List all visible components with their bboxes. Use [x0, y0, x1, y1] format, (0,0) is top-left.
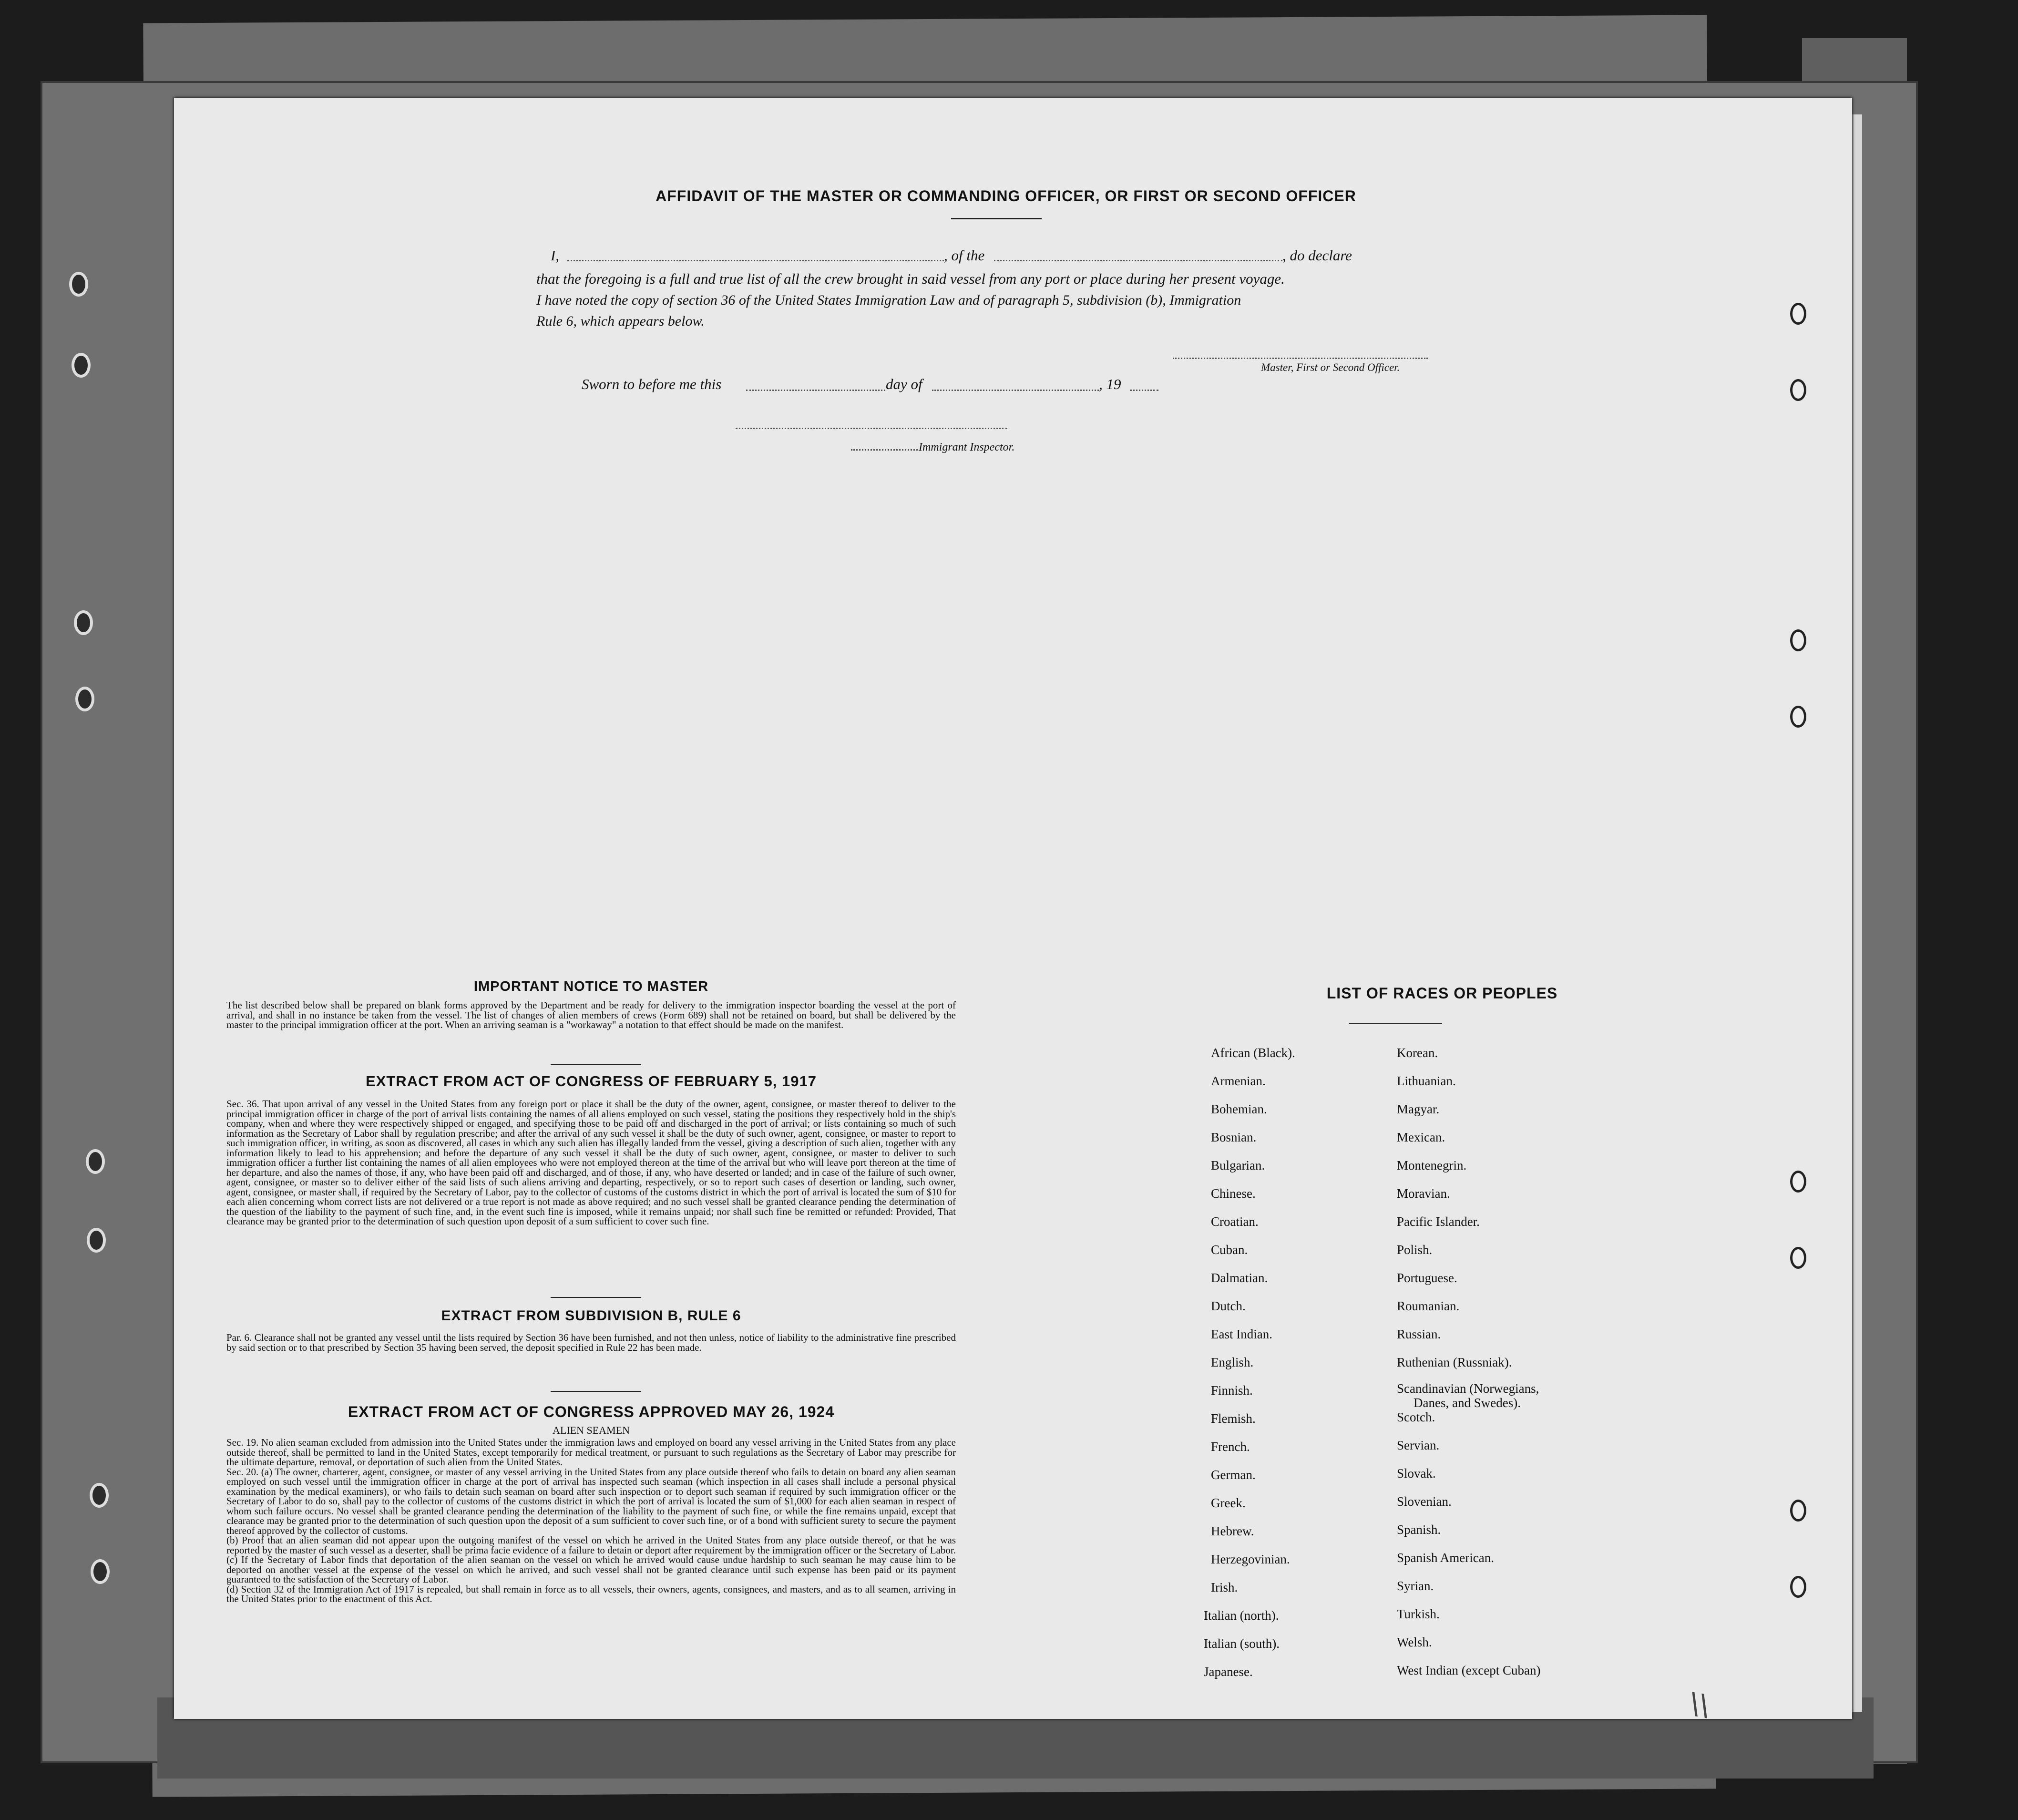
- year-blank: [1130, 390, 1158, 391]
- vessel-blank: [994, 260, 1282, 261]
- title-rule: [951, 218, 1042, 219]
- paper-edge: [1852, 114, 1862, 1712]
- sec-20c-para: (c) If the Secretary of Labor finds that deportation of the alien seaman on the vessel on which he arrived would cause undue hardship to such seaman he may cause him to be deported on another vessel at the expense of the vessel on which he arrived, and such vessel shall not be granted clearance until such expense has been paid or its payment guaranteed to the satisfaction of the Secretary of Labor.: [226, 1554, 956, 1585]
- sworn-prefix: Sworn to before me this: [582, 376, 722, 392]
- race-item: Roumanian.: [1397, 1299, 1460, 1313]
- notice-body: The list described below shall be prepared on blank forms approved by the Department and be ready for delivery to the immigration inspector boarding the vessel at the port of arrival, and shall in no instance be taken from the vessel. The list of changes of alien members of crews (Form 689) shall not be retained on board, but shall be delivered by the master to the principal immigration officer at the port. When an arriving seaman is a "workaway" a notation to that effect should be made on the manifest.: [226, 999, 956, 1030]
- section-rule: [551, 1064, 641, 1065]
- race-item-continuation: Danes, and Swedes).: [1414, 1396, 1521, 1410]
- punch-hole: [1790, 706, 1806, 728]
- sec-20a-para: Sec. 20. (a) The owner, charterer, agent, consignee, or master of any vessel arriving in the United States from any place outside thereof who fails to detain on board any alien seaman employed on such vessel until the immigration officer in charge at the port of arrival has inspected such seaman (which inspection in all cases shall include a personal physical examination by the medical examiners), or who fails to detain such seaman on board after such inspection or to deport such seaman if required by such immigration officer or the Secretary of Labor to do so, shall pay to the collector of customs of the customs district in which the port of arrival is located the sum of $1,000 for each alien seaman in respect of whom such failure occurs. No vessel shall be granted clearance pending the determination of the liability to the payment of such fine, or while the fine remains unpaid, except that clearance may be granted prior to the determination of such question upon the deposit of a sum sufficient to cover such fine, or of a bond with sufficient surety to secure the payment thereof approved by the collector of customs.: [226, 1466, 956, 1536]
- affidavit-line2: that the foregoing is a full and true list of all the crew brought in said vessel from any port or place during her present voyage.: [536, 270, 1285, 287]
- day-blank: [746, 390, 885, 391]
- notice-title: IMPORTANT NOTICE TO MASTER: [473, 979, 709, 994]
- name-blank: [567, 260, 944, 261]
- extract-1917-title: EXTRACT FROM ACT OF CONGRESS OF FEBRUARY 5, 1917: [366, 1073, 817, 1090]
- sec-20b-para: (b) Proof that an alien seaman did not appear upon the outgoing manifest of the vessel on which he arrived in the United States from any place outside thereof, or that he was reported by the master of such vessel as a deserter, shall be prima facie evidence of a failure to detain or deport after requirement by the immigration officer or the Secretary of Labor.: [226, 1534, 956, 1556]
- race-item: Ruthenian (Russniak).: [1397, 1355, 1512, 1369]
- binder-hole: [69, 272, 88, 297]
- punch-hole: [1790, 1247, 1806, 1269]
- subdivision-b-body: Par. 6. Clearance shall not be granted any vessel until the lists required by Section 36 have been furnished, and not then unless, notice of liability to the administrative fine prescribed by said section or to that prescribed by Section 35 having been served, the deposit specified in Rule 22 has been made.: [226, 1332, 956, 1353]
- extract-1917-body: Sec. 36. That upon arrival of any vessel in the United States from any foreign port or place it shall be the duty of the owner, agent, consignee, or master thereof to deliver to the principal immigration officer in charge of the port of arrival lists containing the names of all aliens employed on such vessel, stating the positions they respectively hold in the ship's company, when and where they were respectively shipped or engaged, and specifying those to be paid off and discharged in the port of arrival; or lists containing so much of such information as the Secretary of Labor shall by regulation prescribe; and after the arrival of any such vessel it shall be the duty of such owner, agent, consignee, or master to report to such immigration officer, in writing, as soon as discovered, all cases in which any such alien has illegally landed from the vessel, giving a description of such alien, together with any information likely to lead to his apprehension; and before the departure of any such vessel it shall be the duty of such owner, agent, consignee, or master to deliver to such immigration officer a further list containing the names of all alien employees who were not employed thereon at the time of the arrival but who will leave port thereon at the time of her departure, and also the names of those, if any, who have been paid off and discharged, and of those, if any, who have deserted or landed; and in case of the failure of such owner, agent, consignee, or master so to deliver either of the said lists of such aliens arriving and departing, respectively, or so to report such cases of desertion or landing, such owner, agent, consignee, or master shall, if required by the Secretary of Labor, pay to the collector of customs of the customs district in which the port of arrival is located the sum of $10 for each alien concerning whom correct lists are not delivered or a true report is not made as above required; and no such vessel shall be granted clearance pending the determination of the question of the liability to the payment of such fine, and, in the event such fine is imposed, while it remains unpaid; nor shall such fine be remitted or refunded: Provided, That clearance may be granted prior to the determination of such question upon deposit of a sum sufficient to cover such fine.: [226, 1098, 956, 1227]
- race-item: Scotch.: [1397, 1410, 1435, 1424]
- affidavit-title: AFFIDAVIT OF THE MASTER OR COMMANDING OFFICER, OR FIRST OR SECOND OFFICER: [656, 187, 1356, 205]
- affidavit-of-the: , of the: [944, 247, 985, 264]
- sworn-day-of: day of: [886, 376, 922, 392]
- race-item: Greek.: [1211, 1496, 1246, 1510]
- race-item: Portuguese.: [1397, 1271, 1457, 1285]
- binder-hole: [87, 1228, 106, 1253]
- race-item: Herzegovinian.: [1211, 1552, 1290, 1566]
- race-item: Finnish.: [1211, 1383, 1253, 1398]
- punch-hole: [1790, 1500, 1806, 1522]
- affidavit-line3: I have noted the copy of section 36 of the United States Immigration Law and of paragraph 5, subdivision (b), Immigration: [536, 292, 1241, 308]
- race-item: Russian.: [1397, 1327, 1441, 1341]
- race-item: Chinese.: [1211, 1186, 1256, 1201]
- race-item: Mexican.: [1397, 1130, 1445, 1144]
- race-item: Italian (north).: [1204, 1608, 1279, 1623]
- race-item: Syrian.: [1397, 1579, 1434, 1593]
- race-item: Lithuanian.: [1397, 1074, 1456, 1088]
- form-page: [174, 98, 1852, 1723]
- race-item: West Indian (except Cuban): [1397, 1663, 1541, 1677]
- punch-hole: [1790, 379, 1806, 401]
- race-item: Welsh.: [1397, 1635, 1432, 1649]
- race-item: German.: [1211, 1468, 1256, 1482]
- race-item: Dutch.: [1211, 1299, 1246, 1313]
- affidavit-declare: , do declare: [1282, 247, 1352, 264]
- sec-20d-para: (d) Section 32 of the Immigration Act of 1917 is repealed, but shall remain in force as to all vessels, their owners, agents, consignees, and masters, and as to all seamen, arriving in the United States prior to the enactment of this Act.: [226, 1583, 956, 1604]
- race-item: Montenegrin.: [1397, 1158, 1467, 1172]
- race-item: Moravian.: [1397, 1186, 1450, 1201]
- race-item: English.: [1211, 1355, 1254, 1369]
- extract-1924-title: EXTRACT FROM ACT OF CONGRESS APPROVED MAY 26, 1924: [348, 1403, 835, 1420]
- binder-hole: [91, 1559, 110, 1584]
- race-item: Spanish.: [1397, 1522, 1441, 1537]
- binder-hole: [75, 687, 94, 711]
- punch-hole: [1790, 1171, 1806, 1193]
- race-item: Croatian.: [1211, 1214, 1259, 1229]
- punch-hole: [1790, 1576, 1806, 1598]
- punch-hole: [1790, 303, 1806, 325]
- race-item: Bohemian.: [1211, 1102, 1267, 1116]
- signature-blank: [1173, 358, 1428, 359]
- races-title: LIST OF RACES OR PEOPLES: [1326, 985, 1558, 1002]
- race-item: Irish.: [1211, 1580, 1238, 1594]
- race-item: French.: [1211, 1440, 1250, 1454]
- race-item: African (Black).: [1211, 1046, 1295, 1060]
- binder-hole: [86, 1149, 105, 1174]
- month-blank: [932, 390, 1099, 391]
- section-rule: [551, 1297, 641, 1298]
- extract-1924-body: [226, 1438, 956, 1604]
- extract-1924-subtitle: ALIEN SEAMEN: [553, 1424, 630, 1436]
- punch-hole: [1790, 629, 1806, 651]
- binder-hole: [90, 1483, 109, 1508]
- race-item: Slovenian.: [1397, 1494, 1452, 1509]
- binder-hole: [72, 353, 91, 378]
- race-item: Spanish American.: [1397, 1551, 1494, 1565]
- race-item: Scandinavian (Norwegians,: [1397, 1381, 1539, 1396]
- sec-19-para: Sec. 19. No alien seaman excluded from admission into the United States under the immigration laws and employed on board any vessel arriving in the United States from any place outside thereof, shall be permitted to land in the United States, except temporarily for medical treatment, or pursuant to such regulations as the Secretary of Labor may prescribe for the ultimate departure, removal, or deportation of such alien from the United States.: [226, 1437, 956, 1468]
- affidavit-line4: Rule 6, which appears below.: [536, 313, 705, 329]
- race-item: Flemish.: [1211, 1411, 1256, 1426]
- inspector-signature-blank: [736, 428, 1007, 429]
- race-item: Polish.: [1397, 1243, 1433, 1257]
- race-item: Korean.: [1397, 1046, 1438, 1060]
- race-item: Japanese.: [1204, 1665, 1253, 1679]
- race-item: Dalmatian.: [1211, 1271, 1268, 1285]
- inspector-dots: [851, 449, 918, 451]
- race-item: Hebrew.: [1211, 1524, 1254, 1538]
- race-item: East Indian.: [1211, 1327, 1272, 1341]
- races-rule: [1349, 1023, 1442, 1024]
- race-item: Bulgarian.: [1211, 1158, 1265, 1172]
- binder-hole: [74, 610, 93, 635]
- race-item: Bosnian.: [1211, 1130, 1257, 1144]
- master-label: Master, First or Second Officer.: [1261, 361, 1400, 373]
- race-item: Turkish.: [1397, 1607, 1440, 1621]
- race-item: Servian.: [1397, 1438, 1440, 1452]
- subdivision-b-title: EXTRACT FROM SUBDIVISION B, RULE 6: [441, 1308, 741, 1324]
- race-item: Italian (south).: [1204, 1636, 1280, 1651]
- race-item: Pacific Islander.: [1397, 1214, 1480, 1229]
- affidavit-i: I,: [551, 247, 560, 264]
- race-item: Cuban.: [1211, 1243, 1248, 1257]
- race-item: Slovak.: [1397, 1466, 1436, 1481]
- section-rule: [551, 1391, 641, 1392]
- sworn-year: , 19: [1099, 376, 1121, 392]
- handwritten-mark: \\: [1687, 1686, 1712, 1723]
- inspector-label: Immigrant Inspector.: [919, 441, 1015, 453]
- race-item: Magyar.: [1397, 1102, 1440, 1116]
- race-item: Armenian.: [1211, 1074, 1266, 1088]
